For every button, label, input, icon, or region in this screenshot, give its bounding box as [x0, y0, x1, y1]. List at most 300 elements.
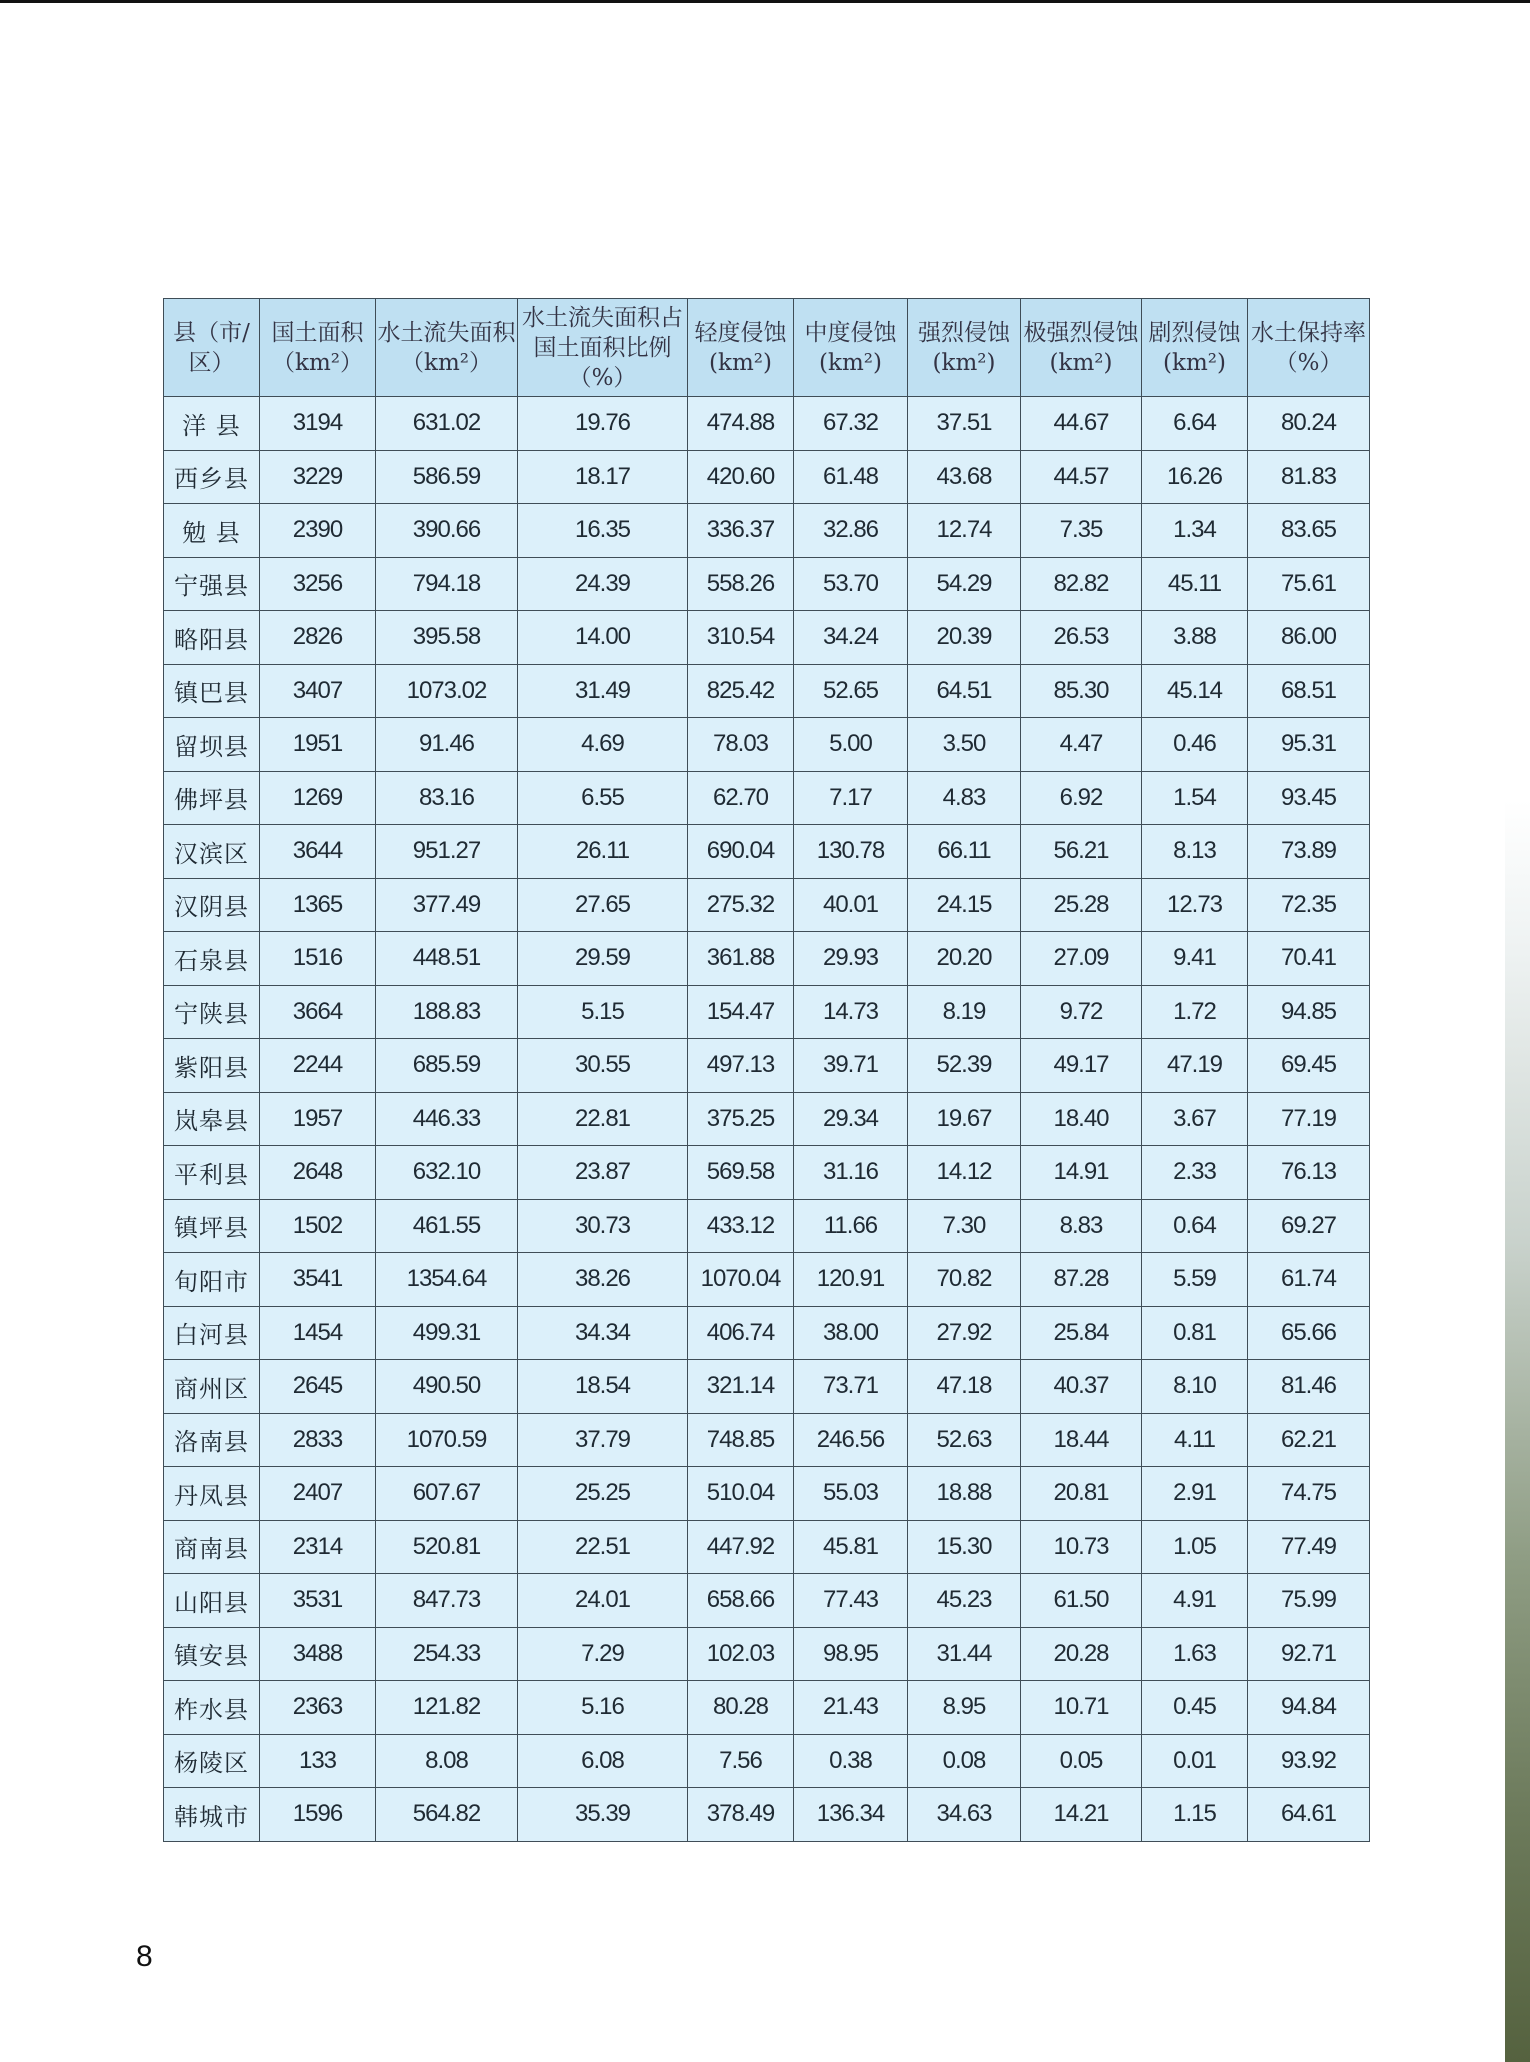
conservation-rate-cell: 92.71: [1248, 1627, 1370, 1681]
land-area-cell: 1269: [260, 771, 376, 825]
conservation-rate-cell: 94.85: [1248, 985, 1370, 1039]
light-erosion-cell: 748.85: [688, 1413, 794, 1467]
conservation-rate-cell: 94.84: [1248, 1681, 1370, 1735]
table-row: [164, 611, 1370, 665]
erosion-ratio-cell: 14.00: [518, 611, 688, 665]
erosion-area-cell: 448.51: [376, 932, 518, 986]
table-row: [164, 1360, 1370, 1414]
header-extremely-intense-erosion: 极强烈侵蚀(km²): [1021, 299, 1142, 397]
erosion-area-cell: 1073.02: [376, 664, 518, 718]
land-area-cell: 2407: [260, 1467, 376, 1521]
county-name-cell: 宁陕县: [164, 985, 260, 1039]
land-area-cell: 2826: [260, 611, 376, 665]
conservation-rate-cell: 93.45: [1248, 771, 1370, 825]
header-erosion-ratio: 水土流失面积占国土面积比例（%）: [518, 299, 688, 397]
table-row: [164, 1574, 1370, 1628]
severe-erosion-cell: 0.81: [1142, 1306, 1248, 1360]
extremely-intense-erosion-cell: 85.30: [1021, 664, 1142, 718]
erosion-ratio-cell: 7.29: [518, 1627, 688, 1681]
table-row: [164, 825, 1370, 879]
severe-erosion-cell: 45.14: [1142, 664, 1248, 718]
land-area-cell: 2363: [260, 1681, 376, 1735]
severe-erosion-cell: 1.54: [1142, 771, 1248, 825]
intense-erosion-cell: 15.30: [908, 1520, 1021, 1574]
erosion-ratio-cell: 18.17: [518, 450, 688, 504]
extremely-intense-erosion-cell: 87.28: [1021, 1253, 1142, 1307]
severe-erosion-cell: 16.26: [1142, 450, 1248, 504]
county-name-cell: 紫阳县: [164, 1039, 260, 1093]
erosion-ratio-cell: 19.76: [518, 397, 688, 451]
severe-erosion-cell: 1.34: [1142, 504, 1248, 558]
severe-erosion-cell: 4.11: [1142, 1413, 1248, 1467]
erosion-ratio-cell: 22.81: [518, 1092, 688, 1146]
table-row: [164, 1146, 1370, 1200]
intense-erosion-cell: 47.18: [908, 1360, 1021, 1414]
county-name-cell: 勉 县: [164, 504, 260, 558]
county-name-cell: 商南县: [164, 1520, 260, 1574]
land-area-cell: 1365: [260, 878, 376, 932]
table-row: [164, 771, 1370, 825]
conservation-rate-cell: 64.61: [1248, 1788, 1370, 1842]
table-row: [164, 985, 1370, 1039]
moderate-erosion-cell: 53.70: [794, 557, 908, 611]
county-name-cell: 汉阴县: [164, 878, 260, 932]
table-row: [164, 1413, 1370, 1467]
severe-erosion-cell: 1.63: [1142, 1627, 1248, 1681]
intense-erosion-cell: 14.12: [908, 1146, 1021, 1200]
header-county: 县（市/区）: [164, 299, 260, 397]
conservation-rate-cell: 73.89: [1248, 825, 1370, 879]
table-row: [164, 1306, 1370, 1360]
moderate-erosion-cell: 34.24: [794, 611, 908, 665]
moderate-erosion-cell: 45.81: [794, 1520, 908, 1574]
land-area-cell: 3644: [260, 825, 376, 879]
intense-erosion-cell: 64.51: [908, 664, 1021, 718]
moderate-erosion-cell: 38.00: [794, 1306, 908, 1360]
intense-erosion-cell: 4.83: [908, 771, 1021, 825]
intense-erosion-cell: 31.44: [908, 1627, 1021, 1681]
erosion-area-cell: 1354.64: [376, 1253, 518, 1307]
extremely-intense-erosion-cell: 6.92: [1021, 771, 1142, 825]
county-name-cell: 白河县: [164, 1306, 260, 1360]
severe-erosion-cell: 8.10: [1142, 1360, 1248, 1414]
header-moderate-erosion: 中度侵蚀(km²): [794, 299, 908, 397]
county-name-cell: 镇坪县: [164, 1199, 260, 1253]
conservation-rate-cell: 77.19: [1248, 1092, 1370, 1146]
severe-erosion-cell: 0.45: [1142, 1681, 1248, 1735]
table-row: [164, 932, 1370, 986]
county-name-cell: 留坝县: [164, 718, 260, 772]
light-erosion-cell: 474.88: [688, 397, 794, 451]
extremely-intense-erosion-cell: 82.82: [1021, 557, 1142, 611]
intense-erosion-cell: 37.51: [908, 397, 1021, 451]
county-name-cell: 佛坪县: [164, 771, 260, 825]
erosion-ratio-cell: 18.54: [518, 1360, 688, 1414]
intense-erosion-cell: 70.82: [908, 1253, 1021, 1307]
land-area-cell: 1951: [260, 718, 376, 772]
erosion-ratio-cell: 24.39: [518, 557, 688, 611]
severe-erosion-cell: 45.11: [1142, 557, 1248, 611]
intense-erosion-cell: 66.11: [908, 825, 1021, 879]
severe-erosion-cell: 4.91: [1142, 1574, 1248, 1628]
conservation-rate-cell: 75.61: [1248, 557, 1370, 611]
conservation-rate-cell: 76.13: [1248, 1146, 1370, 1200]
light-erosion-cell: 378.49: [688, 1788, 794, 1842]
intense-erosion-cell: 8.95: [908, 1681, 1021, 1735]
severe-erosion-cell: 2.33: [1142, 1146, 1248, 1200]
conservation-rate-cell: 69.45: [1248, 1039, 1370, 1093]
erosion-ratio-cell: 31.49: [518, 664, 688, 718]
erosion-area-cell: 254.33: [376, 1627, 518, 1681]
erosion-area-cell: 499.31: [376, 1306, 518, 1360]
erosion-area-cell: 390.66: [376, 504, 518, 558]
land-area-cell: 1454: [260, 1306, 376, 1360]
intense-erosion-cell: 18.88: [908, 1467, 1021, 1521]
erosion-ratio-cell: 29.59: [518, 932, 688, 986]
moderate-erosion-cell: 32.86: [794, 504, 908, 558]
intense-erosion-cell: 24.15: [908, 878, 1021, 932]
intense-erosion-cell: 20.39: [908, 611, 1021, 665]
erosion-area-cell: 586.59: [376, 450, 518, 504]
county-name-cell: 旬阳市: [164, 1253, 260, 1307]
header-row: [164, 299, 1370, 397]
county-name-cell: 洋 县: [164, 397, 260, 451]
county-name-cell: 山阳县: [164, 1574, 260, 1628]
land-area-cell: 2244: [260, 1039, 376, 1093]
conservation-rate-cell: 81.46: [1248, 1360, 1370, 1414]
light-erosion-cell: 102.03: [688, 1627, 794, 1681]
soil-erosion-table: [163, 298, 1370, 1842]
erosion-ratio-cell: 30.55: [518, 1039, 688, 1093]
severe-erosion-cell: 1.72: [1142, 985, 1248, 1039]
table-row: [164, 1092, 1370, 1146]
extremely-intense-erosion-cell: 18.44: [1021, 1413, 1142, 1467]
extremely-intense-erosion-cell: 18.40: [1021, 1092, 1142, 1146]
county-name-cell: 韩城市: [164, 1788, 260, 1842]
moderate-erosion-cell: 21.43: [794, 1681, 908, 1735]
conservation-rate-cell: 93.92: [1248, 1734, 1370, 1788]
header-land-area: 国土面积（km²）: [260, 299, 376, 397]
county-name-cell: 石泉县: [164, 932, 260, 986]
moderate-erosion-cell: 120.91: [794, 1253, 908, 1307]
county-name-cell: 丹凤县: [164, 1467, 260, 1521]
erosion-ratio-cell: 22.51: [518, 1520, 688, 1574]
conservation-rate-cell: 80.24: [1248, 397, 1370, 451]
intense-erosion-cell: 12.74: [908, 504, 1021, 558]
extremely-intense-erosion-cell: 26.53: [1021, 611, 1142, 665]
county-name-cell: 杨陵区: [164, 1734, 260, 1788]
erosion-ratio-cell: 24.01: [518, 1574, 688, 1628]
conservation-rate-cell: 70.41: [1248, 932, 1370, 986]
conservation-rate-cell: 69.27: [1248, 1199, 1370, 1253]
light-erosion-cell: 690.04: [688, 825, 794, 879]
intense-erosion-cell: 8.19: [908, 985, 1021, 1039]
intense-erosion-cell: 54.29: [908, 557, 1021, 611]
erosion-ratio-cell: 6.55: [518, 771, 688, 825]
intense-erosion-cell: 0.08: [908, 1734, 1021, 1788]
header-conservation-rate: 水土保持率（%）: [1248, 299, 1370, 397]
severe-erosion-cell: 8.13: [1142, 825, 1248, 879]
extremely-intense-erosion-cell: 40.37: [1021, 1360, 1142, 1414]
header-light-erosion: 轻度侵蚀(km²): [688, 299, 794, 397]
severe-erosion-cell: 1.05: [1142, 1520, 1248, 1574]
extremely-intense-erosion-cell: 44.57: [1021, 450, 1142, 504]
erosion-ratio-cell: 4.69: [518, 718, 688, 772]
light-erosion-cell: 510.04: [688, 1467, 794, 1521]
extremely-intense-erosion-cell: 56.21: [1021, 825, 1142, 879]
county-name-cell: 洛南县: [164, 1413, 260, 1467]
erosion-ratio-cell: 16.35: [518, 504, 688, 558]
table-row: [164, 1467, 1370, 1521]
severe-erosion-cell: 6.64: [1142, 397, 1248, 451]
intense-erosion-cell: 3.50: [908, 718, 1021, 772]
conservation-rate-cell: 86.00: [1248, 611, 1370, 665]
table-row: [164, 1734, 1370, 1788]
land-area-cell: 3407: [260, 664, 376, 718]
conservation-rate-cell: 77.49: [1248, 1520, 1370, 1574]
moderate-erosion-cell: 0.38: [794, 1734, 908, 1788]
conservation-rate-cell: 62.21: [1248, 1413, 1370, 1467]
erosion-area-cell: 121.82: [376, 1681, 518, 1735]
intense-erosion-cell: 20.20: [908, 932, 1021, 986]
conservation-rate-cell: 95.31: [1248, 718, 1370, 772]
erosion-ratio-cell: 25.25: [518, 1467, 688, 1521]
county-name-cell: 镇巴县: [164, 664, 260, 718]
land-area-cell: 3229: [260, 450, 376, 504]
county-name-cell: 镇安县: [164, 1627, 260, 1681]
severe-erosion-cell: 3.88: [1142, 611, 1248, 665]
moderate-erosion-cell: 98.95: [794, 1627, 908, 1681]
extremely-intense-erosion-cell: 9.72: [1021, 985, 1142, 1039]
moderate-erosion-cell: 73.71: [794, 1360, 908, 1414]
erosion-ratio-cell: 37.79: [518, 1413, 688, 1467]
land-area-cell: 133: [260, 1734, 376, 1788]
county-name-cell: 汉滨区: [164, 825, 260, 879]
extremely-intense-erosion-cell: 8.83: [1021, 1199, 1142, 1253]
conservation-rate-cell: 75.99: [1248, 1574, 1370, 1628]
land-area-cell: 3256: [260, 557, 376, 611]
severe-erosion-cell: 2.91: [1142, 1467, 1248, 1521]
moderate-erosion-cell: 11.66: [794, 1199, 908, 1253]
conservation-rate-cell: 81.83: [1248, 450, 1370, 504]
extremely-intense-erosion-cell: 20.81: [1021, 1467, 1142, 1521]
erosion-ratio-cell: 38.26: [518, 1253, 688, 1307]
erosion-ratio-cell: 6.08: [518, 1734, 688, 1788]
light-erosion-cell: 62.70: [688, 771, 794, 825]
extremely-intense-erosion-cell: 25.84: [1021, 1306, 1142, 1360]
moderate-erosion-cell: 136.34: [794, 1788, 908, 1842]
header-severe-erosion: 剧烈侵蚀(km²): [1142, 299, 1248, 397]
landscape-photo-edge: [1505, 800, 1530, 2062]
moderate-erosion-cell: 29.34: [794, 1092, 908, 1146]
extremely-intense-erosion-cell: 14.91: [1021, 1146, 1142, 1200]
land-area-cell: 1516: [260, 932, 376, 986]
county-name-cell: 柞水县: [164, 1681, 260, 1735]
severe-erosion-cell: 3.67: [1142, 1092, 1248, 1146]
extremely-intense-erosion-cell: 61.50: [1021, 1574, 1142, 1628]
erosion-area-cell: 461.55: [376, 1199, 518, 1253]
table-row: [164, 1627, 1370, 1681]
intense-erosion-cell: 7.30: [908, 1199, 1021, 1253]
moderate-erosion-cell: 52.65: [794, 664, 908, 718]
table-row: [164, 1681, 1370, 1735]
light-erosion-cell: 420.60: [688, 450, 794, 504]
moderate-erosion-cell: 29.93: [794, 932, 908, 986]
table-body: [164, 397, 1370, 1842]
table-row: [164, 664, 1370, 718]
moderate-erosion-cell: 5.00: [794, 718, 908, 772]
land-area-cell: 1596: [260, 1788, 376, 1842]
moderate-erosion-cell: 77.43: [794, 1574, 908, 1628]
severe-erosion-cell: 5.59: [1142, 1253, 1248, 1307]
severe-erosion-cell: 0.01: [1142, 1734, 1248, 1788]
erosion-ratio-cell: 27.65: [518, 878, 688, 932]
conservation-rate-cell: 65.66: [1248, 1306, 1370, 1360]
table-row: [164, 504, 1370, 558]
erosion-area-cell: 631.02: [376, 397, 518, 451]
extremely-intense-erosion-cell: 10.71: [1021, 1681, 1142, 1735]
table-row: [164, 1039, 1370, 1093]
table-row: [164, 1520, 1370, 1574]
severe-erosion-cell: 47.19: [1142, 1039, 1248, 1093]
extremely-intense-erosion-cell: 0.05: [1021, 1734, 1142, 1788]
county-name-cell: 西乡县: [164, 450, 260, 504]
erosion-ratio-cell: 5.16: [518, 1681, 688, 1735]
erosion-area-cell: 188.83: [376, 985, 518, 1039]
extremely-intense-erosion-cell: 10.73: [1021, 1520, 1142, 1574]
intense-erosion-cell: 43.68: [908, 450, 1021, 504]
moderate-erosion-cell: 130.78: [794, 825, 908, 879]
light-erosion-cell: 658.66: [688, 1574, 794, 1628]
severe-erosion-cell: 12.73: [1142, 878, 1248, 932]
erosion-area-cell: 91.46: [376, 718, 518, 772]
severe-erosion-cell: 1.15: [1142, 1788, 1248, 1842]
erosion-area-cell: 1070.59: [376, 1413, 518, 1467]
county-name-cell: 岚皋县: [164, 1092, 260, 1146]
conservation-rate-cell: 72.35: [1248, 878, 1370, 932]
severe-erosion-cell: 0.64: [1142, 1199, 1248, 1253]
moderate-erosion-cell: 39.71: [794, 1039, 908, 1093]
moderate-erosion-cell: 14.73: [794, 985, 908, 1039]
erosion-area-cell: 377.49: [376, 878, 518, 932]
severe-erosion-cell: 0.46: [1142, 718, 1248, 772]
erosion-area-cell: 520.81: [376, 1520, 518, 1574]
light-erosion-cell: 80.28: [688, 1681, 794, 1735]
erosion-ratio-cell: 23.87: [518, 1146, 688, 1200]
erosion-area-cell: 8.08: [376, 1734, 518, 1788]
land-area-cell: 2645: [260, 1360, 376, 1414]
light-erosion-cell: 321.14: [688, 1360, 794, 1414]
extremely-intense-erosion-cell: 44.67: [1021, 397, 1142, 451]
intense-erosion-cell: 52.63: [908, 1413, 1021, 1467]
table-row: [164, 397, 1370, 451]
light-erosion-cell: 375.25: [688, 1092, 794, 1146]
erosion-area-cell: 632.10: [376, 1146, 518, 1200]
erosion-ratio-cell: 35.39: [518, 1788, 688, 1842]
table-row: [164, 557, 1370, 611]
header-intense-erosion: 强烈侵蚀(km²): [908, 299, 1021, 397]
extremely-intense-erosion-cell: 7.35: [1021, 504, 1142, 558]
erosion-ratio-cell: 34.34: [518, 1306, 688, 1360]
extremely-intense-erosion-cell: 14.21: [1021, 1788, 1142, 1842]
land-area-cell: 3194: [260, 397, 376, 451]
erosion-area-cell: 951.27: [376, 825, 518, 879]
light-erosion-cell: 447.92: [688, 1520, 794, 1574]
erosion-ratio-cell: 30.73: [518, 1199, 688, 1253]
moderate-erosion-cell: 40.01: [794, 878, 908, 932]
extremely-intense-erosion-cell: 25.28: [1021, 878, 1142, 932]
intense-erosion-cell: 45.23: [908, 1574, 1021, 1628]
extremely-intense-erosion-cell: 27.09: [1021, 932, 1142, 986]
table-row: [164, 1199, 1370, 1253]
land-area-cell: 2314: [260, 1520, 376, 1574]
land-area-cell: 2648: [260, 1146, 376, 1200]
light-erosion-cell: 433.12: [688, 1199, 794, 1253]
land-area-cell: 2390: [260, 504, 376, 558]
table-row: [164, 1788, 1370, 1842]
land-area-cell: 3531: [260, 1574, 376, 1628]
light-erosion-cell: 275.32: [688, 878, 794, 932]
moderate-erosion-cell: 61.48: [794, 450, 908, 504]
erosion-area-cell: 607.67: [376, 1467, 518, 1521]
land-area-cell: 3664: [260, 985, 376, 1039]
top-rule: [0, 0, 1530, 3]
land-area-cell: 1502: [260, 1199, 376, 1253]
light-erosion-cell: 1070.04: [688, 1253, 794, 1307]
moderate-erosion-cell: 31.16: [794, 1146, 908, 1200]
light-erosion-cell: 406.74: [688, 1306, 794, 1360]
table-row: [164, 878, 1370, 932]
intense-erosion-cell: 34.63: [908, 1788, 1021, 1842]
conservation-rate-cell: 83.65: [1248, 504, 1370, 558]
table-row: [164, 450, 1370, 504]
light-erosion-cell: 78.03: [688, 718, 794, 772]
table-row: [164, 718, 1370, 772]
page-number: 8: [136, 1940, 153, 1973]
light-erosion-cell: 558.26: [688, 557, 794, 611]
intense-erosion-cell: 52.39: [908, 1039, 1021, 1093]
erosion-area-cell: 685.59: [376, 1039, 518, 1093]
moderate-erosion-cell: 67.32: [794, 397, 908, 451]
county-name-cell: 平利县: [164, 1146, 260, 1200]
light-erosion-cell: 154.47: [688, 985, 794, 1039]
erosion-area-cell: 395.58: [376, 611, 518, 665]
extremely-intense-erosion-cell: 4.47: [1021, 718, 1142, 772]
table-row: [164, 1253, 1370, 1307]
light-erosion-cell: 497.13: [688, 1039, 794, 1093]
county-name-cell: 宁强县: [164, 557, 260, 611]
erosion-area-cell: 490.50: [376, 1360, 518, 1414]
erosion-ratio-cell: 5.15: [518, 985, 688, 1039]
light-erosion-cell: 569.58: [688, 1146, 794, 1200]
extremely-intense-erosion-cell: 20.28: [1021, 1627, 1142, 1681]
severe-erosion-cell: 9.41: [1142, 932, 1248, 986]
light-erosion-cell: 310.54: [688, 611, 794, 665]
erosion-area-cell: 446.33: [376, 1092, 518, 1146]
light-erosion-cell: 336.37: [688, 504, 794, 558]
land-area-cell: 2833: [260, 1413, 376, 1467]
light-erosion-cell: 361.88: [688, 932, 794, 986]
land-area-cell: 1957: [260, 1092, 376, 1146]
moderate-erosion-cell: 7.17: [794, 771, 908, 825]
conservation-rate-cell: 68.51: [1248, 664, 1370, 718]
intense-erosion-cell: 19.67: [908, 1092, 1021, 1146]
land-area-cell: 3541: [260, 1253, 376, 1307]
erosion-area-cell: 847.73: [376, 1574, 518, 1628]
extremely-intense-erosion-cell: 49.17: [1021, 1039, 1142, 1093]
erosion-area-cell: 564.82: [376, 1788, 518, 1842]
moderate-erosion-cell: 246.56: [794, 1413, 908, 1467]
